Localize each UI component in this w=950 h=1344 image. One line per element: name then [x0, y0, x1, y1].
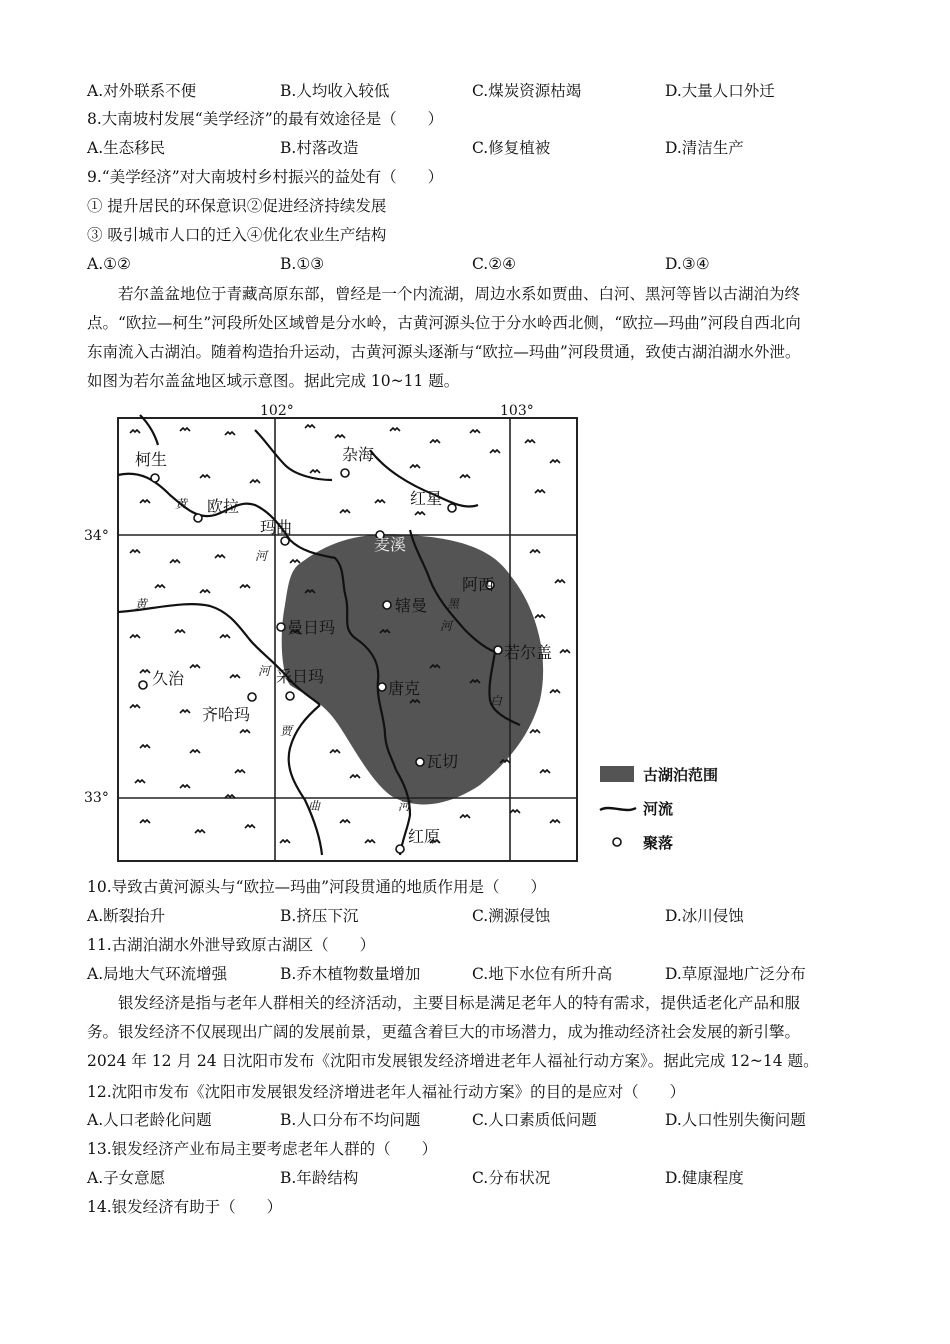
settlement-maqu	[281, 537, 289, 545]
q13-stem: 13.银发经济产业布局主要考虑老年人群的（ ）	[87, 1140, 438, 1158]
place-hongyuan: 红原	[408, 827, 441, 846]
settlement-xiaman	[383, 601, 391, 609]
place-manrima: 曼日玛	[287, 618, 336, 637]
place-hongxing: 红星	[410, 489, 443, 508]
legend-lake-label: 古湖泊范围	[643, 766, 719, 784]
legend-settlement-label: 聚落	[643, 834, 674, 852]
river-char-3: 黄	[135, 597, 148, 611]
q7-option-b: B.人均收入较低	[280, 82, 390, 100]
q9-option-c: C.②④	[472, 255, 517, 273]
settlement-zahai	[341, 469, 349, 477]
legend-river-label: 河流	[643, 800, 674, 818]
settlement-ruoergai	[494, 646, 502, 654]
q10-option-b: B.挤压下沉	[280, 907, 359, 925]
q11-option-d: D.草原湿地广泛分布	[665, 965, 806, 983]
q11-stem: 11.古湖泊湖水外泄导致原古湖区（ ）	[87, 936, 376, 954]
settlement-cairima	[286, 692, 294, 700]
q10-stem: 10.导致古黄河源头与“欧拉—玛曲”河段贯通的地质作用是（ ）	[87, 878, 547, 896]
q10-option-c: C.溯源侵蚀	[472, 907, 551, 925]
place-tangke: 唐克	[388, 679, 421, 698]
river-char-1: 黄	[175, 497, 188, 511]
river-char-2: 河	[255, 549, 268, 563]
q8-option-d: D.清洁生产	[665, 139, 744, 157]
river-char-9: 曲	[308, 799, 321, 813]
q7-option-d: D.大量人口外迁	[665, 82, 775, 100]
q9-option-a: A.①②	[87, 255, 131, 273]
passage-ruoergai	[87, 280, 887, 396]
map-legend	[600, 766, 718, 852]
settlement-hongyuan	[396, 845, 404, 853]
settlement-manrima	[277, 623, 285, 631]
q13-option-d: D.健康程度	[665, 1169, 744, 1187]
place-xiaman: 辖曼	[395, 596, 428, 615]
jia-river	[289, 705, 322, 855]
q8-stem: 8.大南坡村发展“美学经济”的最有效途径是（ ）	[87, 110, 444, 128]
place-jiuzhi: 久治	[152, 669, 185, 688]
q9-item-1: ① 提升居民的环保意识②促进经济持续发展	[87, 197, 387, 215]
q12-option-b: B.人口分布不均问题	[280, 1111, 421, 1129]
settlement-oula	[194, 514, 202, 522]
place-maqu: 玛曲	[260, 518, 293, 537]
q9-item-2: ③ 吸引城市人口的迁入④优化农业生产结构	[87, 226, 387, 244]
passage1-line-2: 点。“欧拉—柯生”河段所处区域曾是分水岭，古黄河源头位于分水岭西北侧，“欧拉—玛曲”河段自西北向	[87, 314, 801, 332]
passage2-line-3: 2024 年 12 月 24 日沈阳市发布《沈阳市发展银发经济增进老年人福祉行动方案》。据此完成 12~14 题。	[87, 1052, 819, 1070]
settlement-waqie	[416, 758, 424, 766]
place-cairima: 采日玛	[276, 667, 325, 686]
place-oula: 欧拉	[207, 497, 240, 516]
lat-label-33: 33°	[84, 790, 109, 806]
passage2-line-1: 银发经济是指与老年人群相关的经济活动，主要目标是满足老年人的特有需求，提供适老化产品和服	[118, 994, 801, 1012]
river-char-10: 河	[398, 799, 411, 813]
q10-option-d: D.冰川侵蚀	[665, 907, 744, 925]
river-char-7: 白	[490, 694, 503, 708]
place-ruoergai: 若尔盖	[504, 643, 553, 662]
lat-label-34: 34°	[84, 528, 109, 544]
q11-option-b: B.乔木植物数量增加	[280, 965, 421, 983]
settlement-qihama	[248, 693, 256, 701]
legend-settlement-symbol	[613, 838, 621, 846]
q8-option-b: B.村落改造	[280, 139, 359, 157]
q11-option-c: C.地下水位有所升高	[472, 965, 613, 983]
q13-option-c: C.分布状况	[472, 1169, 551, 1187]
settlement-jiuzhi	[139, 681, 147, 689]
river-char-5: 黑	[447, 597, 460, 611]
q8-option-c: C.修复植被	[472, 139, 551, 157]
place-maixi: 麦溪	[374, 535, 407, 554]
q12-option-d: D.人口性别失衡问题	[665, 1111, 806, 1129]
q8-option-a: A.生态移民	[87, 139, 166, 157]
q12-stem: 12.沈阳市发布《沈阳市发展银发经济增进老年人福祉行动方案》的目的是应对（ ）	[87, 1083, 686, 1101]
q13-option-a: A.子女意愿	[87, 1169, 166, 1187]
passage-silver-economy	[87, 989, 887, 1076]
river-char-4: 河	[258, 664, 271, 678]
q14-stem: 14.银发经济有助于（ ）	[87, 1198, 283, 1216]
q10-option-a: A.断裂抬升	[87, 907, 166, 925]
lon-label-102: 102°	[260, 403, 294, 419]
q11-option-a: A.局地大气环流增强	[87, 965, 228, 983]
ruoergai-basin-map	[80, 400, 760, 870]
lon-label-103: 103°	[500, 403, 534, 419]
settlement-kesheng	[151, 474, 159, 482]
river-char-8: 贾	[280, 724, 293, 738]
settlement-tangke	[378, 683, 386, 691]
river-char-6: 河	[440, 619, 453, 633]
legend-river-symbol	[600, 808, 636, 810]
q13-option-b: B.年龄结构	[280, 1169, 359, 1187]
place-zahai: 杂海	[342, 445, 375, 464]
place-qihama: 齐哈玛	[202, 705, 251, 724]
passage1-line-3: 东南流入古湖泊。随着构造抬升运动，古黄河源头逐渐与“欧拉—玛曲”河段贯通，致使古湖泊湖水外泄。	[87, 343, 801, 361]
place-waqie: 瓦切	[426, 752, 459, 771]
q9-stem: 9.“美学经济”对大南坡村乡村振兴的益处有（ ）	[87, 168, 444, 186]
q12-option-c: C.人口素质低问题	[472, 1111, 597, 1129]
q9-option-b: B.①③	[280, 255, 325, 273]
q7-option-c: C.煤炭资源枯竭	[472, 82, 582, 100]
place-kesheng: 柯生	[135, 450, 168, 469]
settlement-hongxing	[448, 504, 456, 512]
q9-option-d: D.③④	[665, 255, 710, 273]
q7-option-a: A.对外联系不便	[87, 82, 197, 100]
place-axi: 阿西	[462, 575, 495, 594]
passage2-line-2: 务。银发经济不仅展现出广阔的发展前景，更蕴含着巨大的市场潜力，成为推动经济社会发展的新引擎。	[87, 1023, 801, 1041]
passage1-line-4: 如图为若尔盖盆地区域示意图。据此完成 10~11 题。	[87, 372, 460, 390]
passage1-line-1: 若尔盖盆地位于青藏高原东部，曾经是一个内流湖，周边水系如贾曲、白河、黑河等皆以古湖泊为终	[118, 285, 801, 303]
river-west-side	[140, 415, 158, 445]
q12-option-a: A.人口老龄化问题	[87, 1111, 212, 1129]
legend-lake-swatch	[600, 766, 634, 782]
